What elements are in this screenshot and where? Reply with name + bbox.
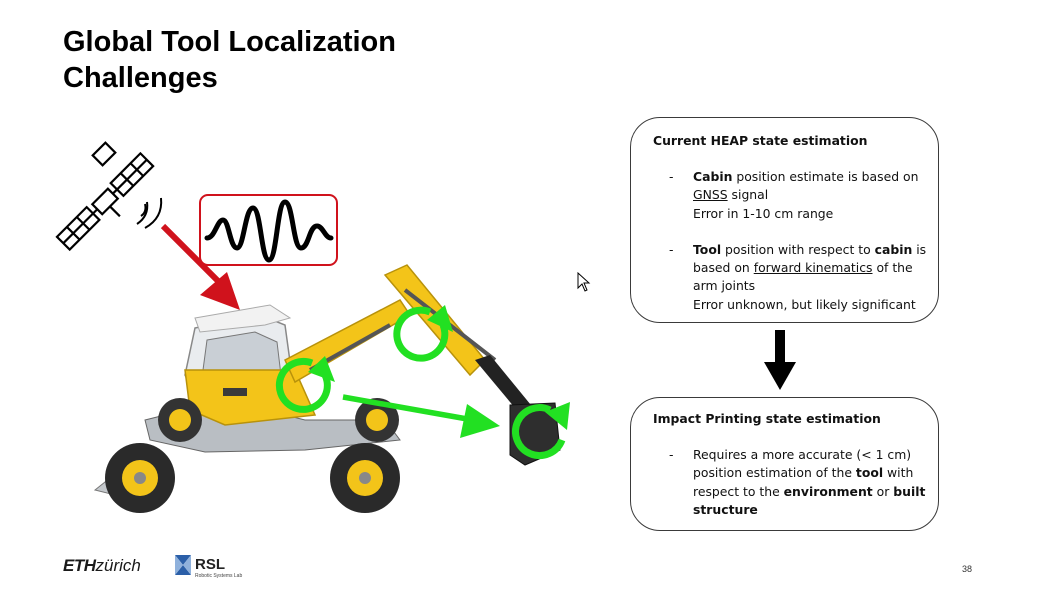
cursor-icon: [577, 272, 591, 292]
tool-bold-impact: tool: [855, 465, 884, 481]
current-estimation-title: Current HEAP state estimation: [653, 133, 868, 148]
down-arrow-icon: [764, 330, 796, 390]
satellite-icon: [57, 143, 162, 258]
excavator-illustration: [55, 120, 615, 520]
gnss-text: signal: [727, 187, 769, 203]
wheel: [330, 443, 400, 513]
waveform-box: [200, 195, 337, 265]
title-line-2: Challenges: [63, 62, 218, 94]
accuracy-text-2: with respect to the: [693, 465, 914, 499]
wheel: [105, 443, 175, 513]
tool-error: Error unknown, but likely significant: [693, 296, 916, 312]
wheel: [158, 398, 202, 442]
impact-estimation-title: Impact Printing state estimation: [653, 411, 881, 426]
tool-text: position with respect to: [721, 241, 875, 257]
eth-logo: [63, 556, 141, 576]
cabin-bold-2: cabin: [874, 241, 913, 257]
title-line-1: Global Tool Localization: [63, 26, 396, 58]
tool-text-2: is based on: [693, 241, 927, 276]
slide-title: [63, 24, 483, 96]
current-estimation-box: [630, 117, 939, 323]
signal-icon: [137, 198, 161, 228]
gnss-link[interactable]: GNSS: [693, 187, 728, 203]
tool-text-3: of the arm joints: [693, 260, 913, 294]
impact-estimation-box: [630, 397, 939, 531]
eth-logo-zurich: zürich: [95, 556, 141, 575]
rsl-logo-text: RSL: [195, 556, 225, 573]
forward-kinematics-link[interactable]: forward kinematics: [753, 260, 873, 276]
cabin-bullet: - Cabin position estimate is based on GNSS signal Error in 1-10 cm range: [669, 169, 919, 221]
tool-bold: Tool: [693, 241, 722, 257]
gnss-error: Error in 1-10 cm range: [693, 205, 834, 221]
cabin-bold: Cabin: [693, 169, 733, 184]
eth-logo-eth: ETH: [63, 556, 96, 575]
accuracy-text-3: or: [872, 483, 894, 499]
tool-bullet: - Tool position with respect to cabin is based on forward kinematics of the arm joints Error unknown, but likely significant: [669, 241, 927, 312]
built-structure-bold: built structure: [693, 483, 926, 517]
page-number: 38: [962, 564, 973, 574]
environment-bold: environment: [783, 483, 873, 499]
rsl-emblem-icon: [175, 555, 191, 575]
rsl-logo-subtext: Robotic Systems Lab: [195, 573, 243, 579]
accuracy-bullet: - Requires a more accurate (< 1 cm) position estimation of the tool with respect to the environment or built structure: [669, 447, 926, 517]
rsl-logo: [175, 553, 245, 579]
cabin-text: position estimate is based on: [732, 169, 919, 184]
accuracy-text: Requires a more accurate (< 1 cm) position estimation of the: [693, 447, 912, 481]
